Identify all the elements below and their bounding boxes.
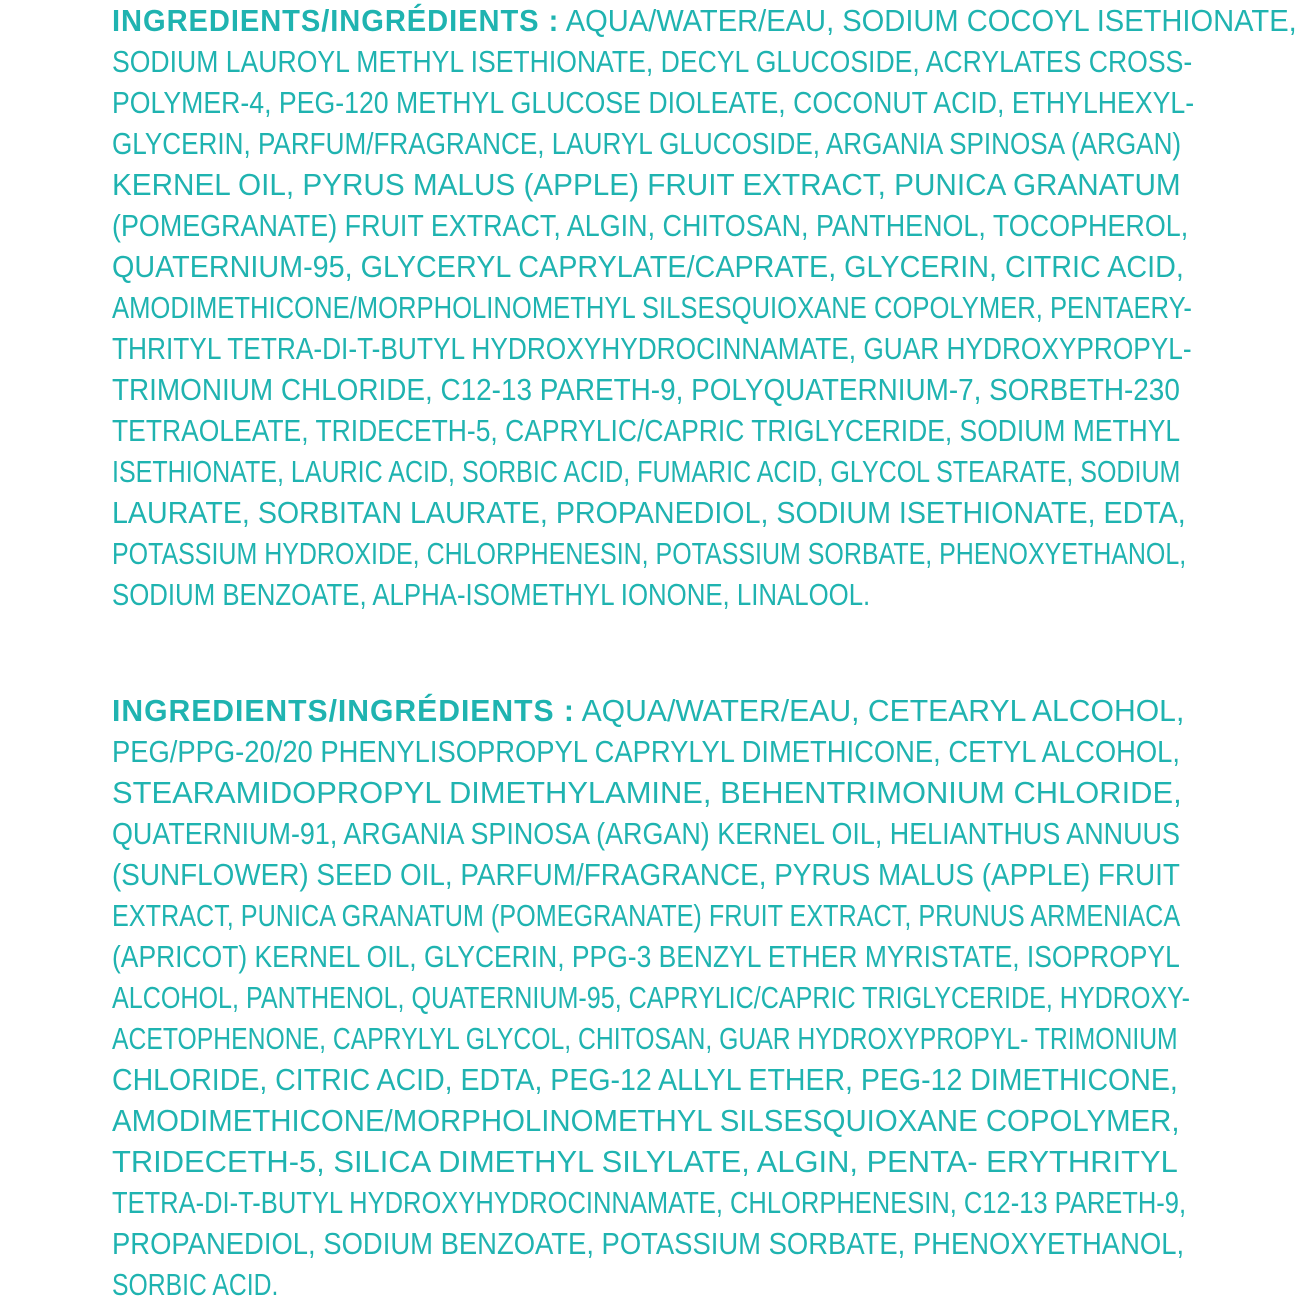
ingredients-line: AMODIMETHICONE/MORPHOLINOMETHYL SILSESQUIOXANE COPOLYMER, PENTAERY- [112,290,1192,325]
ingredients-line: SORBIC ACID. [112,1267,279,1302]
ingredients-line: TETRAOLEATE, TRIDECETH-5, CAPRYLIC/CAPRIC TRIGLYCERIDE, SODIUM METHYL [112,413,1181,448]
ingredients-line: ISETHIONATE, LAURIC ACID, SORBIC ACID, FUMARIC ACID, GLYCOL STEARATE, SODIUM [112,454,1181,489]
ingredients-line: SODIUM LAUROYL METHYL ISETHIONATE, DECYL GLUCOSIDE, ACRYLATES CROSS- [112,44,1193,79]
ingredients-heading: INGREDIENTS/INGRÉDIENTS : [112,3,560,38]
ingredients-line: POLYMER-4, PEG-120 METHYL GLUCOSE DIOLEATE, COCONUT ACID, ETHYLHEXYL- [112,85,1195,120]
ingredients-text: AQUA/WATER/EAU, CETEARYL ALCOHOL, [574,693,1185,728]
ingredients-line: QUATERNIUM-95, GLYCERYL CAPRYLATE/CAPRATE, GLYCERIN, CITRIC ACID, [112,249,1184,284]
ingredients-line: SODIUM BENZOATE, ALPHA-ISOMETHYL IONONE, LINALOOL. [112,577,871,612]
ingredients-line: THRITYL TETRA-DI-T-BUTYL HYDROXYHYDROCINNAMATE, GUAR HYDROXYPROPYL- [112,331,1192,366]
ingredients-line: (SUNFLOWER) SEED OIL, PARFUM/FRAGRANCE, PYRUS MALUS (APPLE) FRUIT [112,857,1180,892]
ingredients-line: EXTRACT, PUNICA GRANATUM (POMEGRANATE) FRUIT EXTRACT, PRUNUS ARMENIACA [112,898,1181,933]
ingredients-line: AMODIMETHICONE/MORPHOLINOMETHYL SILSESQUIOXANE COPOLYMER, [112,1103,1180,1138]
ingredients-line: STEARAMIDOPROPYL DIMETHYLAMINE, BEHENTRIMONIUM CHLORIDE, [112,775,1182,810]
ingredients-text: AQUA/WATER/EAU, SODIUM COCOYL ISETHIONATE, [559,3,1297,38]
ingredients-line: ACETOPHENONE, CAPRYLYL GLYCOL, CHITOSAN, GUAR HYDROXYPROPYL- TRIMONIUM [112,1021,1178,1056]
ingredients-line: PROPANEDIOL, SODIUM BENZOATE, POTASSIUM SORBATE, PHENOXYETHANOL, [112,1226,1185,1261]
ingredients-line: POTASSIUM HYDROXIDE, CHLORPHENESIN, POTASSIUM SORBATE, PHENOXYETHANOL, [112,536,1187,571]
ingredients-line [112,690,1184,731]
ingredients-line: TRIDECETH-5, SILICA DIMETHYL SILYLATE, ALGIN, PENTA- ERYTHRITYL [112,1144,1178,1179]
ingredients-line: ALCOHOL, PANTHENOL, QUATERNIUM-95, CAPRYLIC/CAPRIC TRIGLYCERIDE, HYDROXY- [112,980,1190,1015]
ingredients-line: PEG/PPG-20/20 PHENYLISOPROPYL CAPRYLYL DIMETHICONE, CETYL ALCOHOL, [112,734,1180,769]
ingredients-line: CHLORIDE, CITRIC ACID, EDTA, PEG-12 ALLYL ETHER, PEG-12 DIMETHICONE, [112,1062,1178,1097]
ingredients-line: TRIMONIUM CHLORIDE, C12-13 PARETH-9, POLYQUATERNIUM-7, SORBETH-230 [112,372,1180,407]
ingredients-line: TETRA-DI-T-BUTYL HYDROXYHYDROCINNAMATE, CHLORPHENESIN, C12-13 PARETH-9, [112,1185,1187,1220]
ingredients-line [112,0,1297,41]
ingredients-line: KERNEL OIL, PYRUS MALUS (APPLE) FRUIT EXTRACT, PUNICA GRANATUM [112,167,1181,202]
ingredients-line: (APRICOT) KERNEL OIL, GLYCERIN, PPG-3 BENZYL ETHER MYRISTATE, ISOPROPYL [112,939,1180,974]
ingredients-line: QUATERNIUM-91, ARGANIA SPINOSA (ARGAN) KERNEL OIL, HELIANTHUS ANNUUS [112,816,1180,851]
ingredients-heading: INGREDIENTS/INGRÉDIENTS : [112,693,575,728]
ingredients-line: LAURATE, SORBITAN LAURATE, PROPANEDIOL, SODIUM ISETHIONATE, EDTA, [112,495,1186,530]
ingredients-line: (POMEGRANATE) FRUIT EXTRACT, ALGIN, CHITOSAN, PANTHENOL, TOCOPHEROL, [112,208,1189,243]
ingredients-line: GLYCERIN, PARFUM/FRAGRANCE, LAURYL GLUCOSIDE, ARGANIA SPINOSA (ARGAN) [112,126,1182,161]
